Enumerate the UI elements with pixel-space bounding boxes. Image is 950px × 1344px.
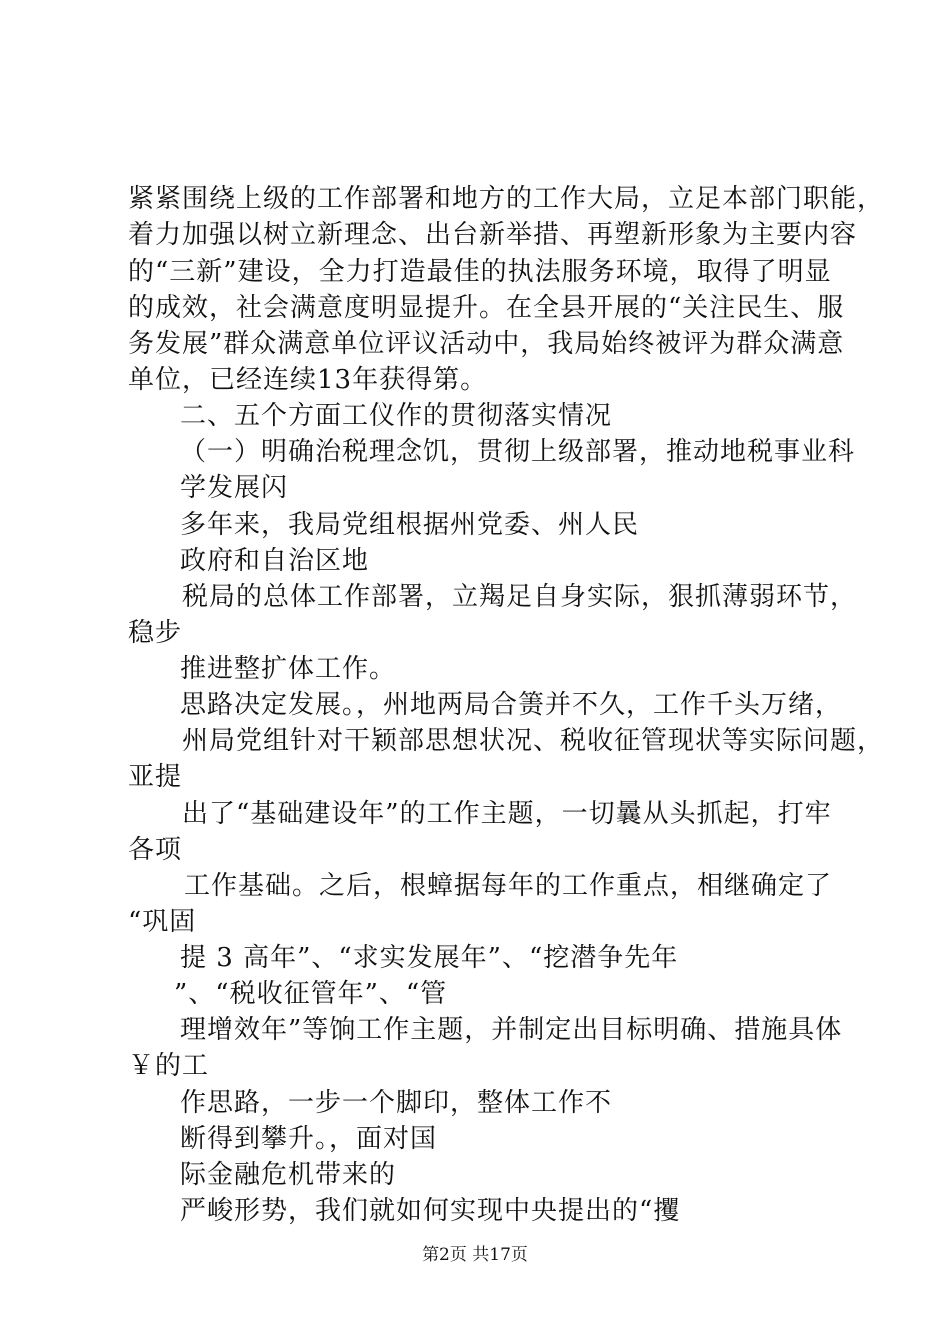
body-text-line: 稳步 [128, 618, 183, 648]
body-text-line: “巩固 [128, 907, 197, 937]
body-text-line: 提 3 高年”、“求实发展年”、“挖潜争先年 [180, 943, 679, 973]
body-text-line: 税局的总体工作部署，立羯足自身实际，狠抓薄弱环节， [182, 582, 858, 612]
body-text-line: 工作基础。之后，根蟑据每年的工作重点，相继确定了 [184, 871, 833, 901]
body-text-line: 着力加强以树立新理念、出台新举措、再塑新形象为主要内容 [128, 220, 858, 250]
body-text-line: 推进整扩体工作。 [180, 654, 397, 684]
body-text-line: ￥的工 [128, 1051, 210, 1081]
body-text-line: 断得到攀升。，面对国 [180, 1124, 438, 1154]
body-text-line: 的成效，社会满意度明显提升。在全县开展的“关注民生、服 [128, 293, 845, 323]
page-footer: 第2页 共17页 [422, 1245, 528, 1265]
body-text-line: 务发展”群众满意单位评议活动中，我局始终被评为群众满意 [128, 329, 845, 359]
body-text-line: 多年来，我局党组根据州党委、州人民 [180, 510, 640, 540]
section-heading: 二、五个方面工仪作的贯彻落实情况 [180, 401, 613, 431]
subsection-heading: （一）明确治税理念饥，贯彻上级部署，推动地税事业科 [180, 437, 856, 467]
body-text-line: 学发展闪 [180, 473, 289, 503]
body-text-line: 州局党组针对干颖部思想状况、税收征管现状等实际问题， [182, 726, 885, 756]
body-text-line: 亚提 [128, 762, 183, 792]
body-text-line: 各项 [128, 835, 183, 865]
body-text-line: 思路决定发展。，州地两局合箦并不久，工作千头万绪， [180, 690, 843, 720]
body-text-line: ”、“税收征管年”、“管 [174, 979, 448, 1009]
body-text-line: 的“三新”建设，全力打造最佳的执法服务环境，取得了明显 [128, 257, 832, 287]
body-text-line: 作思路，一步一个脚印，整体工作不 [180, 1088, 613, 1118]
body-text-line: 单位，已经连续13年获得第。 [128, 365, 488, 395]
body-text-line: 理增效年”等饷工作主题，并制定出目标明确、措施具体 [180, 1015, 843, 1045]
body-text-line: 严峻形势，我们就如何实现中央提出的“攫 [180, 1196, 681, 1226]
body-text-line: 出了“基础建设年”的工作主题，一切曩从头抓起，打牢 [182, 799, 832, 829]
body-text-line: 政府和自治区地 [180, 546, 370, 576]
body-text-line: 紧紧围绕上级的工作部署和地方的工作大局，立足本部门职能， [128, 184, 885, 214]
body-text-line: 际金融危机带来的 [180, 1160, 397, 1190]
